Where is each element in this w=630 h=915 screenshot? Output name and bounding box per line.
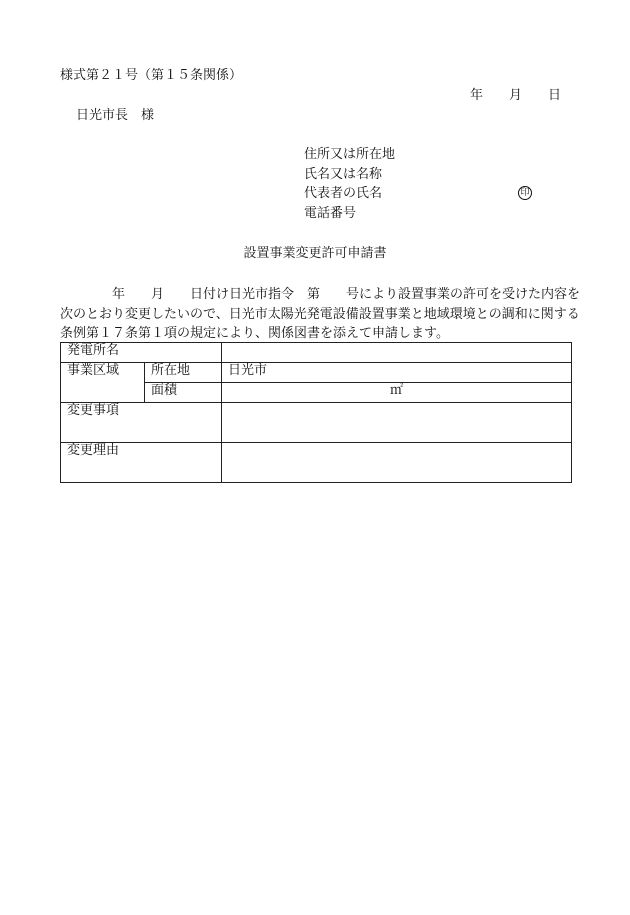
- date-year: 年: [470, 88, 484, 103]
- date-day: 日: [548, 88, 562, 103]
- change-items-label: 変更事項: [61, 403, 222, 443]
- location-label: 所在地: [145, 363, 222, 383]
- size-unit[interactable]: ㎡: [222, 383, 572, 403]
- date-line: [470, 88, 561, 104]
- addressee: 日光市長 様: [76, 108, 155, 123]
- document-title: 設置事業変更許可申請書: [243, 246, 387, 261]
- table-row-plant-name: [61, 343, 572, 363]
- body-line-3: 条例第１７条第１項の規定により、関係図書を添えて申請します。: [60, 326, 449, 341]
- applicant-block: [304, 147, 395, 225]
- name-label: 氏名又は名称: [304, 166, 383, 182]
- body-paragraph: [60, 285, 580, 344]
- location-value[interactable]: 日光市: [222, 363, 572, 383]
- change-reason-value[interactable]: [222, 443, 572, 483]
- body-line-1: 年 月 日付け日光市指令 第 号により設置事業の許可を受けた内容を: [60, 287, 581, 302]
- size-label: 面積: [145, 383, 222, 403]
- body-line-2: 次のとおり変更したいので、日光市太陽光発電設備設置事業と地域環境との調和に関する: [60, 306, 580, 322]
- table-row-location: [61, 363, 572, 383]
- change-reason-label: 変更理由: [61, 443, 222, 483]
- representative-label: 代表者の氏名: [304, 186, 383, 201]
- application-table: [60, 342, 572, 483]
- address-label: 住所又は所在地: [304, 147, 396, 162]
- phone-label: 電話番号: [304, 205, 357, 221]
- area-label: 事業区域: [61, 363, 145, 403]
- change-items-value[interactable]: [222, 403, 572, 443]
- seal-icon: 印: [518, 186, 532, 200]
- table-row-change-reason: [61, 443, 572, 483]
- table-row-change-items: [61, 403, 572, 443]
- plant-name-label: 発電所名: [61, 343, 222, 363]
- plant-name-value[interactable]: [222, 343, 572, 363]
- form-number: 様式第２１号（第１５条関係）: [60, 68, 243, 83]
- date-month: 月: [509, 88, 523, 103]
